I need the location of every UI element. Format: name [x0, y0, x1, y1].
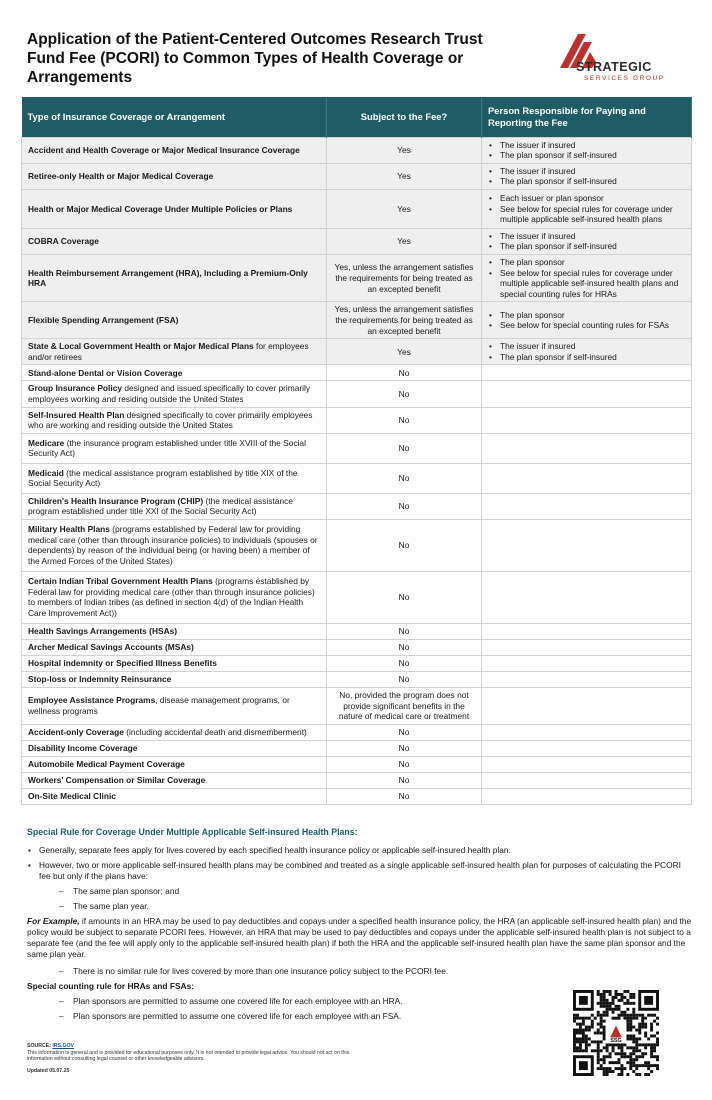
- table-row: [22, 407, 692, 433]
- subject-to-fee-cell: No: [327, 655, 482, 671]
- list-item: • The issuer if insured: [488, 341, 685, 352]
- list-item: • See below for special rules for coverage under multiple applicable self-insured health plans and special counting rules for HRAs: [488, 268, 685, 300]
- coverage-description: (including accidental death and dismemberment): [123, 726, 307, 737]
- table-row: [22, 740, 692, 756]
- subject-to-fee-cell: Yes: [327, 163, 482, 189]
- coverage-type-cell: [22, 788, 327, 804]
- subject-to-fee-cell: No: [327, 407, 482, 433]
- coverage-type-cell: [22, 671, 327, 687]
- coverage-name: Stop-loss or Indemnity Reinsurance: [28, 674, 172, 685]
- coverage-type-cell: [22, 255, 327, 302]
- coverage-name: Disability Income Coverage: [28, 742, 138, 753]
- coverage-name: COBRA Coverage: [28, 236, 99, 247]
- coverage-type-cell: [22, 381, 327, 407]
- coverage-name: Workers' Compensation or Similar Coverage: [28, 774, 206, 785]
- responsible-party-cell: [482, 671, 692, 687]
- coverage-name: Stand-alone Dental or Vision Coverage: [28, 367, 183, 378]
- coverage-description: (the medical assistance program established by title XIX of the Social Security Act): [28, 467, 298, 489]
- responsible-list: [488, 341, 685, 362]
- subject-to-fee-cell: No: [327, 571, 482, 623]
- list-item: – The same plan sponsor; and: [59, 886, 692, 897]
- subject-to-fee-cell: Yes: [327, 189, 482, 228]
- subject-to-fee-cell: No: [327, 724, 482, 740]
- logo-brand: STRATEGIC: [576, 60, 652, 74]
- list-item: • Each issuer or plan sponsor: [488, 193, 685, 204]
- coverage-name: On-Site Medical Clinic: [28, 790, 116, 801]
- table-row: [22, 655, 692, 671]
- responsible-party-cell: [482, 339, 692, 365]
- responsible-list: [488, 166, 685, 187]
- subject-to-fee-cell: Yes: [327, 137, 482, 163]
- list-item: ▪ Generally, separate fees apply for lives covered by each specified health insurance policy or applicable self-insured health plan.: [27, 845, 692, 856]
- responsible-list: [488, 310, 685, 331]
- subject-to-fee-cell: No: [327, 519, 482, 571]
- qr-code-icon[interactable]: [573, 990, 659, 1076]
- coverage-description: , disease management programs, or wellness programs: [28, 695, 290, 716]
- table-row: [22, 639, 692, 655]
- responsible-party-cell: [482, 255, 692, 302]
- list-item: – The same plan year.: [59, 901, 692, 912]
- subject-to-fee-cell: No: [327, 463, 482, 493]
- footer: [27, 1043, 367, 1074]
- responsible-party-cell: [482, 463, 692, 493]
- table-row: [22, 756, 692, 772]
- subject-to-fee-cell: No: [327, 433, 482, 463]
- coverage-name: Medicaid: [28, 467, 64, 478]
- coverage-type-cell: [22, 137, 327, 163]
- column-header-type: Type of Insurance Coverage or Arrangement: [22, 97, 327, 137]
- page-title: Application of the Patient-Centered Outcomes Research Trust Fund Fee (PCORI) to Common Types of Health Coverage or Arrangements: [27, 31, 483, 86]
- list-item: – Plan sponsors are permitted to assume one covered life for each employee with an HRA.: [59, 996, 539, 1007]
- coverage-type-cell: [22, 163, 327, 189]
- coverage-type-cell: [22, 189, 327, 228]
- subject-to-fee-cell: No, provided the program does not provide significant benefits in the nature of medical care or treatment: [327, 687, 482, 724]
- coverage-description: (programs established by Federal law for providing medical care (other than through insurance policies) to individuals (spouses or dependents) by reason of the individual being (or having been) a member of the Armed Forces of the United States): [28, 524, 318, 567]
- coverage-name: Accident and Health Coverage or Major Medical Insurance Coverage: [28, 144, 300, 155]
- list-item: • The issuer if insured: [488, 166, 685, 177]
- coverage-type-cell: [22, 493, 327, 519]
- coverage-name: Certain Indian Tribal Government Health Plans: [28, 576, 213, 587]
- table-row: [22, 623, 692, 639]
- list-item: • The plan sponsor if self-insured: [488, 176, 685, 187]
- table-row: [22, 687, 692, 724]
- responsible-party-cell: [482, 302, 692, 339]
- list-item: • The issuer if insured: [488, 231, 685, 242]
- table-row: [22, 365, 692, 381]
- coverage-type-cell: [22, 756, 327, 772]
- list-item: • The plan sponsor: [488, 257, 685, 268]
- source-link[interactable]: IRS.GOV: [52, 1043, 74, 1049]
- coverage-type-cell: [22, 571, 327, 623]
- responsible-list: [488, 257, 685, 299]
- subject-to-fee-cell: No: [327, 365, 482, 381]
- pcori-table: [21, 97, 692, 805]
- responsible-party-cell: [482, 228, 692, 254]
- responsible-party-cell: [482, 756, 692, 772]
- updated-date: Updated 05.07.25: [27, 1067, 70, 1074]
- coverage-name: Medicare: [28, 437, 65, 448]
- subject-to-fee-cell: No: [327, 623, 482, 639]
- coverage-name: State & Local Government Health or Major Medical Plans: [28, 341, 254, 352]
- responsible-party-cell: [482, 163, 692, 189]
- coverage-description: (programs established by Federal law for providing medical care (other than through insurance policies) to members of Indian tribes (as defined in section 4(d) of the Indian Health Care Improvement Act)): [28, 576, 315, 619]
- list-item: – There is no similar rule for lives covered by more than one insurance policy subject to the PCORI fee.: [59, 966, 692, 977]
- table-row: [22, 255, 692, 302]
- table-row: [22, 493, 692, 519]
- subject-to-fee-cell: No: [327, 671, 482, 687]
- coverage-description: (the insurance program established under title XVIII of the Social Security Act): [28, 437, 306, 459]
- table-row: [22, 302, 692, 339]
- table-header-row: [22, 97, 692, 137]
- coverage-type-cell: [22, 687, 327, 724]
- coverage-type-cell: [22, 772, 327, 788]
- coverage-name: Military Health Plans: [28, 524, 110, 535]
- coverage-name: Archer Medical Savings Accounts (MSAs): [28, 642, 194, 653]
- coverage-type-cell: [22, 433, 327, 463]
- responsible-list: [488, 193, 685, 225]
- coverage-type-cell: [22, 339, 327, 365]
- responsible-party-cell: [482, 772, 692, 788]
- logo-subtitle: SERVICES GROUP: [584, 75, 665, 82]
- special-rule-list: [27, 845, 692, 882]
- table-row: [22, 339, 692, 365]
- responsible-party-cell: [482, 519, 692, 571]
- responsible-party-cell: [482, 623, 692, 639]
- responsible-list: [488, 140, 685, 161]
- column-header-subject: Subject to the Fee?: [327, 97, 482, 137]
- subject-to-fee-cell: Yes: [327, 339, 482, 365]
- responsible-party-cell: [482, 493, 692, 519]
- coverage-type-cell: [22, 407, 327, 433]
- example-lead: For Example,: [27, 916, 80, 926]
- coverage-description: designed specifically to cover primarily employees who are working and residing outside the United States: [28, 409, 313, 431]
- subject-to-fee-cell: Yes, unless the arrangement satisfies the requirements for being treated as an excepted benefit: [327, 255, 482, 302]
- table-row: [22, 788, 692, 804]
- responsible-party-cell: [482, 381, 692, 407]
- list-item: • The issuer if insured: [488, 140, 685, 151]
- company-logo: [548, 30, 678, 88]
- responsible-list: [488, 231, 685, 252]
- coverage-type-cell: [22, 302, 327, 339]
- table-row: [22, 671, 692, 687]
- subject-to-fee-cell: No: [327, 788, 482, 804]
- subject-to-fee-cell: No: [327, 772, 482, 788]
- coverage-name: Automobile Medical Payment Coverage: [28, 758, 185, 769]
- subject-to-fee-cell: No: [327, 756, 482, 772]
- coverage-name: Hospital indemnity or Specified Illness Benefits: [28, 658, 217, 669]
- coverage-name: Flexible Spending Arrangement (FSA): [28, 315, 179, 326]
- list-item: • The plan sponsor if self-insured: [488, 241, 685, 252]
- coverage-name: Health Reimbursement Arrangement (HRA), Including a Premium-Only HRA: [28, 267, 308, 289]
- table-row: [22, 381, 692, 407]
- responsible-party-cell: [482, 687, 692, 724]
- counting-rule-heading: Special counting rule for HRAs and FSAs:: [27, 981, 195, 991]
- responsible-party-cell: [482, 433, 692, 463]
- coverage-type-cell: [22, 639, 327, 655]
- coverage-type-cell: [22, 724, 327, 740]
- table-row: [22, 463, 692, 493]
- responsible-party-cell: [482, 639, 692, 655]
- list-item: – Plan sponsors are permitted to assume one covered life for each employee with an FSA.: [59, 1011, 539, 1022]
- no-similar-rule-list: [59, 966, 692, 977]
- subject-to-fee-cell: No: [327, 493, 482, 519]
- coverage-name: Health or Major Medical Coverage Under Multiple Policies or Plans: [28, 203, 293, 214]
- subject-to-fee-cell: Yes, unless the arrangement satisfies the requirements for being treated as an excepted benefit: [327, 302, 482, 339]
- subject-to-fee-cell: No: [327, 740, 482, 756]
- table-row: [22, 519, 692, 571]
- plan-conditions-list: [59, 886, 692, 912]
- subject-to-fee-cell: No: [327, 381, 482, 407]
- list-item: • See below for special rules for coverage under multiple applicable self-insured health plans: [488, 204, 685, 225]
- coverage-type-cell: [22, 463, 327, 493]
- list-item: • See below for special counting rules for FSAs: [488, 320, 685, 331]
- coverage-name: Accident-only Coverage: [28, 726, 124, 737]
- coverage-type-cell: [22, 655, 327, 671]
- coverage-name: Group Insurance Policy: [28, 383, 123, 394]
- responsible-party-cell: [482, 788, 692, 804]
- coverage-description: (the medical assistance program established under title XXI of the Social Security Act): [28, 495, 293, 517]
- table-body: [22, 137, 692, 804]
- example-text: if amounts in an HRA may be used to pay deductibles and copays under a specified health insurance policy, the HRA (an applicable self-insured health plan) and the policy would be subject to separate PCORI fees. However, an HRA that may be used to pay deductibles and copays under the applicable self-insured health plan is not subject to a separate fee (and the fee will apply only to the applicable self-insured health plan) if both the HRA and the applicable self-insured health plan have the same plan sponsor and the same plan year.: [27, 916, 692, 959]
- coverage-name: Retiree-only Health or Major Medical Coverage: [28, 170, 214, 181]
- example-paragraph: [27, 916, 692, 960]
- table-row: [22, 772, 692, 788]
- responsible-party-cell: [482, 137, 692, 163]
- qr-center-label: SSG: [610, 1038, 622, 1045]
- table-row: [22, 228, 692, 254]
- table-row: [22, 433, 692, 463]
- subject-to-fee-cell: Yes: [327, 228, 482, 254]
- list-item: ▪ However, two or more applicable self-insured health plans may be combined and treated as a single applicable self-insured health plan for purposes of calculating the PCORI fee but only if the plans have:: [27, 860, 692, 882]
- special-rule-heading: Special Rule for Coverage Under Multiple Applicable Self-insured Health Plans:: [27, 827, 358, 837]
- responsible-party-cell: [482, 724, 692, 740]
- coverage-name: Self-Insured Health Plan: [28, 409, 125, 420]
- responsible-party-cell: [482, 740, 692, 756]
- disclaimer-text: This information is general and is provided for educational purposes only. It is not intended to provide legal advice. You should not act on this information without consulting legal counsel or other knowledgeable advisors.: [27, 1049, 350, 1063]
- source-label: SOURCE:: [27, 1043, 51, 1049]
- coverage-type-cell: [22, 365, 327, 381]
- coverage-description: designed and issued specifically to cover primarily employees working and residing outside the United States: [28, 383, 311, 404]
- responsible-party-cell: [482, 655, 692, 671]
- coverage-type-cell: [22, 623, 327, 639]
- list-item: • The plan sponsor if self-insured: [488, 352, 685, 363]
- responsible-party-cell: [482, 571, 692, 623]
- responsible-party-cell: [482, 365, 692, 381]
- column-header-responsible: Person Responsible for Paying and Reporting the Fee: [482, 97, 692, 137]
- list-item: • The plan sponsor if self-insured: [488, 150, 685, 161]
- coverage-name: Employee Assistance Programs: [28, 695, 156, 706]
- subject-to-fee-cell: No: [327, 639, 482, 655]
- coverage-type-cell: [22, 740, 327, 756]
- responsible-party-cell: [482, 407, 692, 433]
- coverage-description: for employees and/or retirees: [28, 341, 309, 362]
- table-row: [22, 189, 692, 228]
- coverage-name: Health Savings Arrangements (HSAs): [28, 626, 178, 637]
- table-row: [22, 163, 692, 189]
- table-row: [22, 571, 692, 623]
- coverage-type-cell: [22, 519, 327, 571]
- coverage-type-cell: [22, 228, 327, 254]
- counting-rule-list: [59, 996, 539, 1022]
- table-row: [22, 137, 692, 163]
- list-item: • The plan sponsor: [488, 310, 685, 321]
- coverage-name: Children's Health Insurance Program (CHIP): [28, 495, 204, 506]
- table-row: [22, 724, 692, 740]
- responsible-party-cell: [482, 189, 692, 228]
